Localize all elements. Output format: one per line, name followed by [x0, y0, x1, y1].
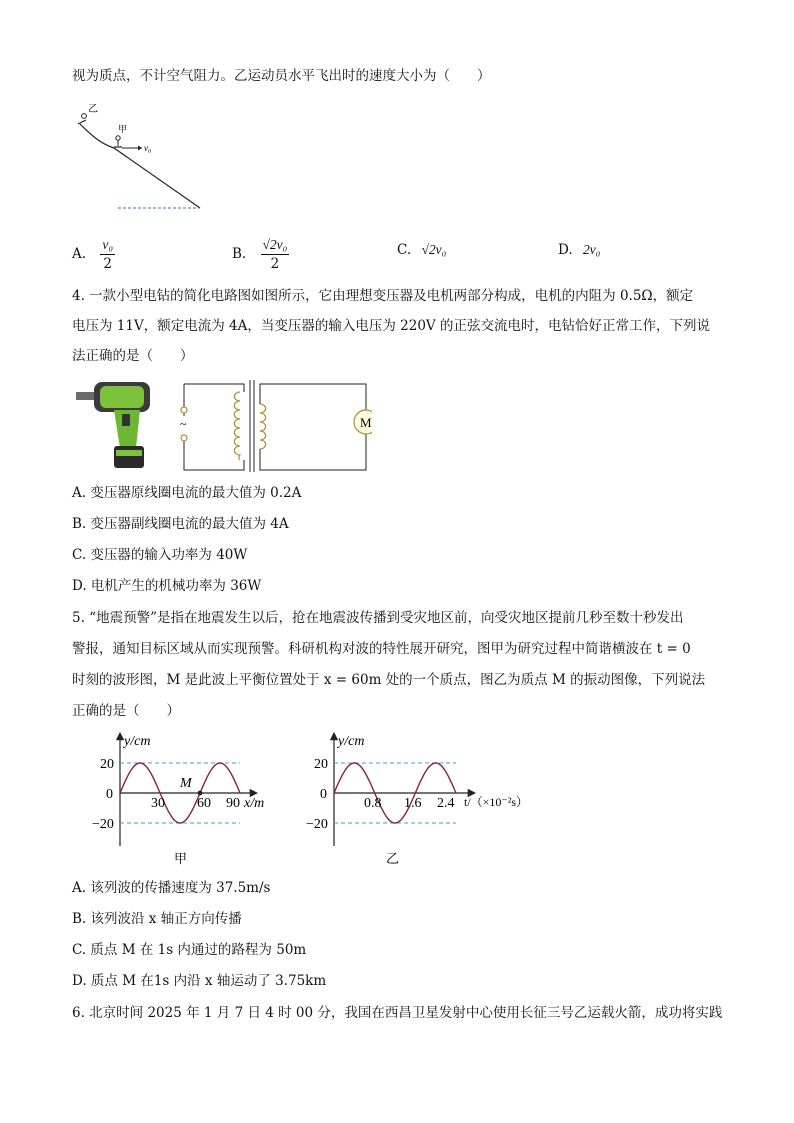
graph-yi-y-tick-0: 0 [320, 787, 327, 802]
electric-drill-icon [74, 378, 160, 472]
ac-source-symbol: ~ [180, 417, 187, 431]
q5-stem-line-4: 正确的是（ ） [72, 703, 180, 719]
q5-stem-line-2: 警报，通知目标区域从而实现预警。科研机构对波的特性展开研究，图甲为研究过程中简谐横波在 t = 0 [72, 641, 691, 657]
graph-jia-y-tick-0: 0 [106, 787, 113, 802]
graph-yi-x-tick-2.4: 2.4 [437, 796, 455, 811]
graph-jia-point-label: M [180, 776, 192, 791]
graph-yi-x-tick-1.6: 1.6 [404, 796, 422, 811]
q3-option-a[interactable]: A. $\frac{\text{v₀}}{2}$ [72, 237, 114, 272]
graph-jia-x-tick-30: 30 [151, 796, 165, 811]
graph-yi-y-label: y/cm [338, 734, 365, 749]
q6-stem-line-1: 6. 北京时间 2025 年 1 月 7 日 4 时 00 分，我国在西昌卫星发射中心使用长征三号乙运载火箭，成功将实践 [72, 1005, 723, 1021]
q4-stem-line-1: 4. 一款小型电钻的简化电路图如图所示，它由理想变压器及电机两部分构成，电机的内阻为 0.5Ω，额定 [72, 288, 694, 304]
q3-option-c[interactable]: C. √2v₀ [397, 242, 447, 258]
skier-yi-icon [78, 114, 86, 124]
graph-yi-x-label: t/（×10⁻²s） [464, 795, 529, 809]
graph-yi-y-tick-neg20: −20 [306, 817, 328, 832]
transformer-circuit-diagram [172, 376, 372, 476]
q4-option-d[interactable]: D. 电机产生的机械功率为 36W [72, 578, 262, 594]
label-v0: v₀ [144, 143, 152, 153]
label-yi: 乙 [88, 104, 98, 115]
q5-option-b[interactable]: B. 该列波沿 x 轴正方向传播 [72, 911, 242, 927]
q5-option-a[interactable]: A. 该列波的传播速度为 37.5m/s [72, 880, 271, 896]
graph-jia-x-tick-90: 90 [226, 796, 240, 811]
vibration-graph-yi [298, 728, 538, 868]
input-terminal-bottom-icon [181, 435, 187, 441]
q3-option-d[interactable]: D. 2v₀ [558, 242, 601, 258]
point-m-marker [198, 791, 203, 796]
graph-jia-caption: 甲 [174, 851, 188, 866]
wave-graph-jia [84, 728, 284, 868]
q4-option-b[interactable]: B. 变压器副线圈电流的最大值为 4A [72, 516, 289, 532]
q3-option-b[interactable]: B. $\frac{\text{√2v₀}}{2}$ [232, 237, 288, 272]
graph-yi-caption: 乙 [386, 851, 400, 866]
graph-jia-y-tick-neg20: −20 [92, 817, 114, 832]
q3-ski-jump-figure [72, 100, 212, 212]
q4-stem-line-2: 电压为 11V，额定电流为 4A，当变压器的输入电压为 220V 的正弦交流电时，电钻恰好正常工作，下列说 [72, 318, 710, 334]
graph-yi-y-tick-20: 20 [314, 757, 328, 772]
q4-option-c[interactable]: C. 变压器的输入功率为 40W [72, 547, 248, 563]
q4-stem-line-3: 法正确的是（ ） [72, 348, 194, 364]
graph-yi-x-tick-0.8: 0.8 [364, 796, 382, 811]
q5-option-c[interactable]: C. 质点 M 在 1s 内通过的路程为 50m [72, 942, 307, 958]
input-terminal-top-icon [181, 407, 187, 413]
skier-jia-icon [114, 136, 122, 147]
q4-option-a[interactable]: A. 变压器原线圈电流的最大值为 0.2A [72, 485, 302, 501]
graph-jia-x-tick-60: 60 [197, 796, 211, 811]
graph-jia-y-tick-20: 20 [100, 757, 114, 772]
graph-jia-y-label: y/cm [124, 734, 151, 749]
q5-option-d[interactable]: D. 质点 M 在1s 内沿 x 轴运动了 3.75km [72, 973, 327, 989]
q5-stem-line-3: 时刻的波形图，M 是此波上平衡位置处于 x = 60m 处的一个质点，图乙为质点 M 的振动图像，下列说法 [72, 672, 706, 688]
label-jia: 甲 [118, 124, 128, 134]
graph-jia-x-label: x/m [244, 796, 265, 811]
q5-stem-line-1: 5. “地震预警”是指在地震发生以后，抢在地震波传播到受灾地区前，向受灾地区提前几秒至数十秒发出 [72, 610, 684, 626]
motor-label: M [360, 415, 372, 430]
q3-stem-tail: 视为质点，不计空气阻力。乙运动员水平飞出时的速度大小为（ ） [72, 68, 491, 84]
